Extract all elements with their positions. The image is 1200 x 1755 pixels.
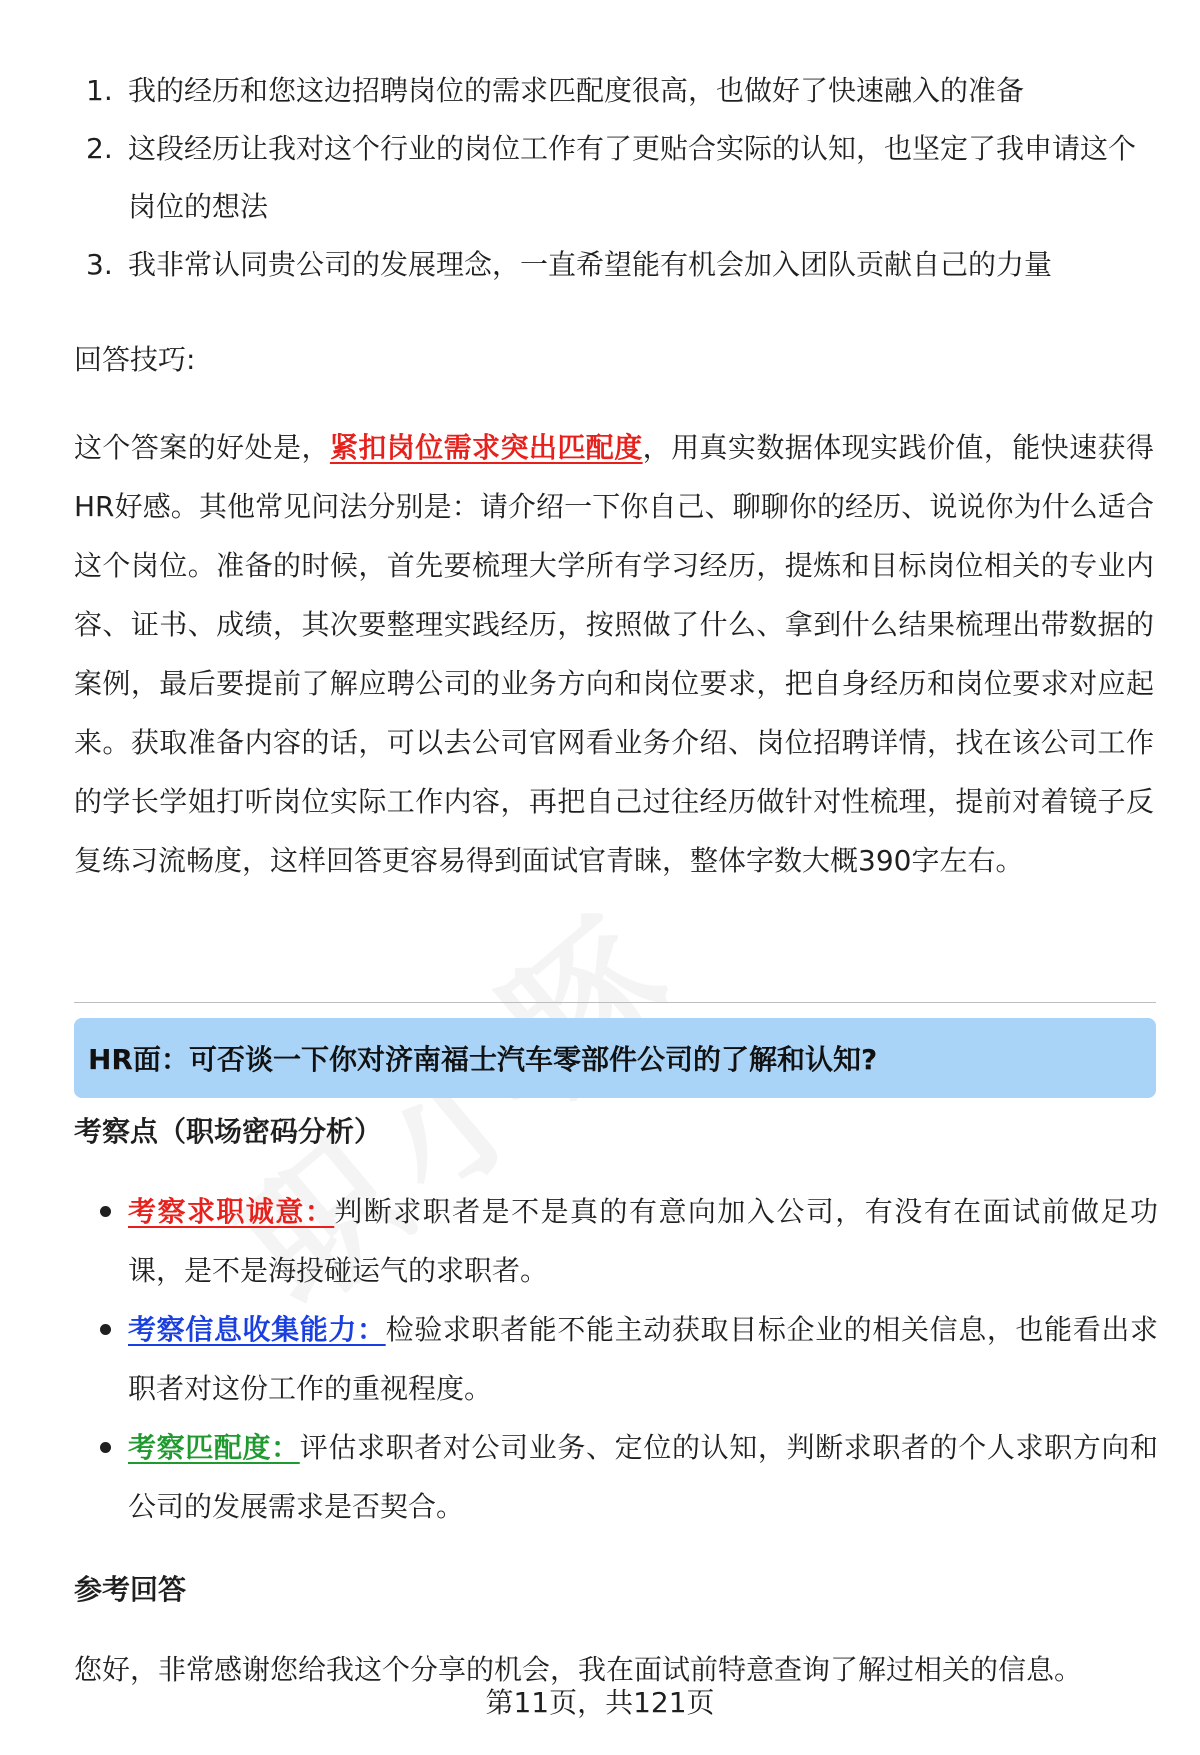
bullet-label: 考察信息收集能力： xyxy=(128,1313,386,1346)
bullet-item xyxy=(100,1300,1158,1418)
list-text: 这段经历让我对这个行业的岗位工作有了更贴合实际的认知，也坚定了我申请这个岗位的想法 xyxy=(128,132,1137,223)
tips-body-post: ，用真实数据体现实践价值，能快速获得HR好感。其他常见问法分别是：请介绍一下你自己、聊聊你的经历、说说你为什么适合这个岗位。准备的时候，首先要梳理大学所有学习经历，提炼和目标岗位相关的专业内容、证书、成绩，其次要整理实践经历，按照做了什么、拿到什么结果梳理出带数据的案例，最后要提前了解应聘公司的业务方向和岗位要求，把自身经历和岗位要求对应起来。获取准备内容的话，可以去公司官网看业务介绍、岗位招聘详情，找在该公司工作的学长学姐打听岗位实际工作内容，再把自己过往经历做针对性梳理，提前对着镜子反复练习流畅度，这样回答更容易得到面试官青睐，整体字数大概390字左右。 xyxy=(74,431,1154,877)
list-item xyxy=(74,120,1154,236)
question-box xyxy=(74,1018,1156,1098)
list-number: 3. xyxy=(86,248,113,281)
tips-highlight: 紧扣岗位需求突出匹配度 xyxy=(329,431,643,464)
list-item xyxy=(74,236,1154,294)
bullet-dot-icon xyxy=(100,1418,128,1536)
page-number: 第11页，共121页 xyxy=(485,1686,715,1719)
bullet-text: 检验求职者能不能主动获取目标企业的相关信息，也能看出求职者对这份工作的重视程度。 xyxy=(128,1313,1158,1405)
bullet-label: 考察匹配度： xyxy=(128,1431,300,1464)
numbered-list xyxy=(74,62,1154,294)
assessment-list xyxy=(100,1182,1158,1536)
reference-answer-text: 您好，非常感谢您给我这个分享的机会，我在面试前特意查询了解过相关的信息。 xyxy=(74,1653,1083,1686)
bullet-dot-icon xyxy=(100,1300,128,1418)
tips-body-pre: 这个答案的好处是， xyxy=(74,431,330,464)
assessment-title: 考察点（职场密码分析） xyxy=(74,1115,383,1148)
list-number: 2. xyxy=(86,132,113,165)
list-number: 1. xyxy=(86,74,113,107)
list-text: 我非常认同贵公司的发展理念，一直希望能有机会加入团队贡献自己的力量 xyxy=(128,248,1053,281)
bullet-text: 判断求职者是不是真的有意向加入公司，有没有在面试前做足功课，是不是海投碰运气的求职者。 xyxy=(128,1195,1158,1287)
question-text: HR面：可否谈一下你对济南福士汽车零部件公司的了解和认知? xyxy=(88,1043,878,1076)
reference-answer-title: 参考回答 xyxy=(74,1573,187,1606)
bullet-item xyxy=(100,1418,1158,1536)
bullet-text: 评估求职者对公司业务、定位的认知，判断求职者的个人求职方向和公司的发展需求是否契合。 xyxy=(128,1431,1158,1523)
list-item xyxy=(74,62,1154,120)
bullet-item xyxy=(100,1182,1158,1300)
bullet-label: 考察求职诚意： xyxy=(128,1195,335,1228)
tips-title: 回答技巧: xyxy=(74,343,196,376)
bullet-dot-icon xyxy=(100,1182,128,1300)
section-divider xyxy=(74,1002,1156,1003)
list-text: 我的经历和您这边招聘岗位的需求匹配度很高，也做好了快速融入的准备 xyxy=(128,74,1025,107)
tips-body xyxy=(74,418,1154,890)
